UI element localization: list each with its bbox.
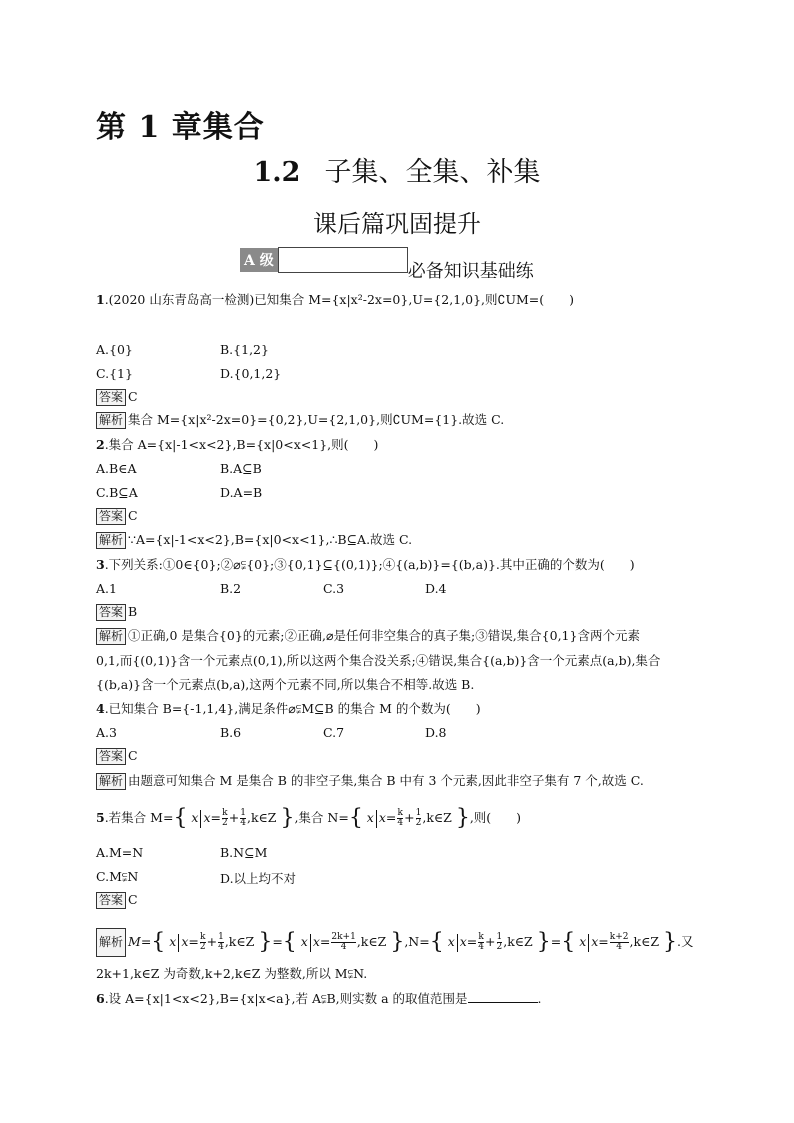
question-text-mid: ,集合 N= (294, 810, 349, 825)
set-variable: x (579, 934, 587, 949)
question-2-stem (96, 437, 378, 453)
numerator: k (200, 932, 206, 942)
question-6-stem (96, 990, 542, 1007)
answer-tag: 答案 (96, 604, 126, 621)
q1-option-a: A.{0} (96, 342, 133, 357)
fraction-k-over-2 (200, 933, 206, 952)
denominator: 4 (478, 942, 485, 952)
answer-blank[interactable] (468, 990, 538, 1003)
question-text: .若集合 M= (104, 810, 174, 825)
q5-option-d: D.以上均不对 (220, 871, 297, 886)
fraction-1-over-2 (416, 809, 422, 828)
question-text: .设 A={x|1<x<2},B={x|x<a},若 A⫋B,则实数 a 的取值范围是 (104, 991, 468, 1006)
right-brace: } (455, 805, 470, 831)
level-blank-box (278, 247, 408, 273)
answer-tag: 答案 (96, 748, 126, 765)
q5-answer (96, 892, 138, 909)
question-4-stem (96, 701, 481, 717)
answer-value: C (128, 748, 138, 763)
question-number: 2 (96, 437, 105, 452)
numerator: k (397, 808, 403, 818)
level-title: 必备知识基础练 (407, 261, 534, 282)
fraction-k-over-4 (478, 933, 484, 952)
analysis-tag: 解析 (96, 773, 126, 790)
answer-value: B (128, 604, 138, 619)
k-in-z: ,k∈Z (503, 934, 533, 949)
q2-option-d: D.A=B (220, 485, 263, 500)
denominator: 2 (415, 818, 422, 828)
q2-answer (96, 508, 138, 525)
right-brace: } (536, 929, 551, 955)
equals-sign: = (272, 934, 283, 949)
left-brace: { (429, 929, 444, 955)
q1-option-c: C.{1} (96, 366, 133, 381)
q3-answer (96, 604, 137, 621)
answer-value: C (128, 389, 138, 404)
right-brace: } (663, 929, 677, 955)
left-brace: { (173, 805, 188, 831)
numerator: k+2 (609, 932, 629, 942)
k-in-z: ,k∈Z (246, 810, 277, 825)
q3-option-d: D.4 (425, 581, 447, 596)
set-bar (457, 934, 458, 952)
q3-analysis-line-1 (96, 628, 640, 645)
q5-option-b: B.N⊆M (220, 845, 268, 860)
denominator: 4 (397, 818, 404, 828)
fraction-k-plus-2-over-4 (610, 933, 629, 952)
set-condition: x= (203, 810, 222, 825)
q4-option-b: B.6 (220, 725, 242, 740)
set-bar (588, 934, 589, 952)
answer-value: C (128, 892, 138, 907)
analysis-tag: 解析 (96, 928, 126, 957)
section-title: 子集、全集、补集 (324, 157, 541, 188)
numerator: k (478, 932, 484, 942)
q1-option-d: D.{0,1,2} (220, 366, 282, 381)
analysis-text-end: .又 (677, 934, 694, 949)
analysis-text: M= (128, 934, 152, 949)
k-in-z: ,k∈Z (422, 810, 452, 825)
question-text: .(2020 山东青岛高一检测)已知集合 M={x|x²-2x=0},U={2,1,0},则∁UM=( ) (104, 292, 575, 307)
q3-analysis-line-3: {(b,a)}含一个元素点(b,a),这两个元素不同,所以集合不相等.故选 B. (96, 677, 475, 692)
question-number: 3 (96, 557, 105, 572)
question-1-stem (96, 292, 574, 308)
question-text: .集合 A={x|-1<x<2},B={x|0<x<1},则( ) (104, 437, 379, 452)
numerator: 1 (240, 808, 246, 818)
fraction-1-over-4 (240, 809, 246, 828)
set-condition: x= (312, 934, 331, 949)
set-variable: x (191, 810, 199, 825)
analysis-text: 由题意可知集合 M 是集合 B 的非空子集,集合 B 中有 3 个元素,因此非空子集有 7 个,故选 C. (128, 773, 644, 788)
section-number: 1.2 (253, 157, 301, 188)
q4-option-d: D.8 (425, 725, 447, 740)
k-in-z: ,k∈Z (224, 934, 255, 949)
question-5-stem (96, 806, 521, 831)
fraction-2k-plus-1-over-4 (331, 933, 355, 952)
numerator: 1 (218, 932, 224, 942)
q3-option-b: B.2 (220, 581, 242, 596)
q5-analysis-line-2: 2k+1,k∈Z 为奇数,k+2,k∈Z 为整数,所以 M⫋N. (96, 966, 368, 981)
q4-option-c: C.7 (323, 725, 345, 740)
plus-sign: + (404, 810, 415, 825)
q5-option-c: C.M⫋N (96, 869, 139, 884)
denominator: 2 (496, 942, 503, 952)
q5-analysis-line-1 (96, 928, 693, 957)
section-heading (0, 150, 794, 189)
analysis-text: ∵A={x|-1<x<2},B={x|0<x<1},∴B⊆A.故选 C. (128, 532, 413, 547)
denominator: 4 (240, 818, 246, 828)
set-condition: x= (591, 934, 609, 949)
denominator: 4 (610, 942, 629, 952)
q1-option-b: B.{1,2} (220, 342, 269, 357)
denominator: 2 (199, 942, 206, 952)
question-3-stem (96, 557, 635, 573)
plus-sign: + (228, 810, 240, 825)
numerator: k (222, 808, 228, 818)
answer-tag: 答案 (96, 389, 126, 406)
k-in-z: ,k∈Z (356, 934, 387, 949)
analysis-tag: 解析 (96, 532, 126, 549)
left-brace: { (348, 805, 363, 831)
q2-option-a: A.B∈A (96, 461, 137, 476)
question-text-end: ,则( ) (469, 810, 522, 825)
analysis-tag: 解析 (96, 412, 126, 429)
fraction-k-over-2 (222, 809, 228, 828)
q5-option-a: A.M=N (96, 845, 144, 860)
q4-analysis (96, 773, 644, 790)
subtitle: 课后篇巩固提升 (313, 210, 481, 238)
numerator: 1 (415, 808, 422, 818)
equals-sign: = (550, 934, 562, 949)
set-bar (310, 934, 311, 952)
q3-analysis-line-2: 0,1,而{(0,1)}含一个元素点(0,1),所以这两个集合没关系;④错误,集合{(a,b)}含一个元素点(a,b),集合 (96, 653, 661, 668)
question-number: 5 (96, 810, 105, 825)
question-number: 6 (96, 991, 105, 1006)
question-number: 4 (96, 701, 105, 716)
q2-option-c: C.B⊆A (96, 485, 138, 500)
chapter-title: 第 1 章集合 (96, 110, 265, 145)
left-brace: { (151, 929, 166, 955)
level-badge: A 级 (240, 248, 278, 272)
set-condition: x= (459, 934, 478, 949)
question-text: .已知集合 B={-1,1,4},满足条件⌀⫋M⊆B 的集合 M 的个数为( ) (104, 701, 481, 716)
analysis-tag: 解析 (96, 628, 126, 645)
left-brace: { (561, 929, 576, 955)
analysis-text: ,N= (404, 934, 430, 949)
analysis-text: 集合 M={x|x²-2x=0}={0,2},U={2,1,0},则∁UM={1}.故选 C. (128, 412, 505, 427)
question-text: .下列关系:①0∈{0};②⌀⫋{0};③{0,1}⊆{(0,1)};④{(a,b)}={(b,a)}.其中正确的个数为( ) (104, 557, 635, 572)
plus-sign: + (485, 934, 496, 949)
fraction-1-over-4 (218, 933, 224, 952)
answer-value: C (128, 508, 138, 523)
question-end: . (537, 991, 542, 1006)
level-header (240, 247, 534, 282)
answer-tag: 答案 (96, 892, 126, 909)
answer-tag: 答案 (96, 508, 126, 525)
right-brace: } (258, 929, 273, 955)
q4-answer (96, 748, 138, 765)
right-brace: } (390, 929, 405, 955)
set-condition: x= (378, 810, 397, 825)
question-number: 1 (96, 292, 105, 307)
set-condition: x= (181, 934, 199, 949)
set-variable: x (366, 810, 374, 825)
left-brace: { (282, 929, 297, 955)
set-bar (200, 810, 201, 828)
set-variable: x (300, 934, 308, 949)
set-variable: x (447, 934, 455, 949)
numerator: 1 (496, 932, 503, 942)
analysis-text: ①正确,0 是集合{0}的元素;②正确,⌀是任何非空集合的真子集;③错误,集合{0,1}含两个元素 (128, 628, 640, 643)
q1-answer (96, 389, 138, 406)
set-bar (178, 934, 179, 952)
set-variable: x (169, 934, 177, 949)
plus-sign: + (206, 934, 218, 949)
denominator: 2 (222, 818, 228, 828)
k-in-z: ,k∈Z (629, 934, 660, 949)
numerator: 2k+1 (331, 932, 356, 942)
q3-option-a: A.1 (96, 581, 117, 596)
fraction-k-over-4 (397, 809, 403, 828)
set-bar (376, 810, 377, 828)
right-brace: } (280, 805, 295, 831)
denominator: 4 (218, 942, 224, 952)
q1-analysis (96, 412, 504, 429)
q3-option-c: C.3 (323, 581, 345, 596)
q2-option-b: B.A⊆B (220, 461, 262, 476)
denominator: 4 (331, 942, 355, 952)
fraction-1-over-2 (497, 933, 503, 952)
q2-analysis (96, 532, 412, 549)
q4-option-a: A.3 (96, 725, 117, 740)
